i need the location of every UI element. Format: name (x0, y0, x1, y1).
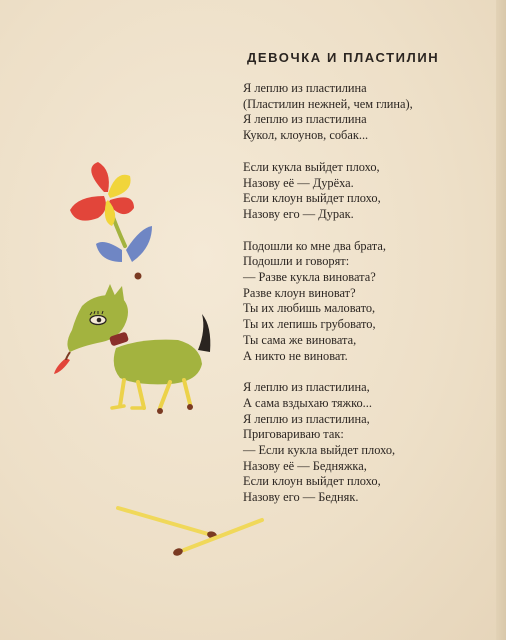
matches-icon (118, 508, 262, 557)
stanza (243, 160, 493, 223)
flower-icon (70, 162, 152, 280)
poem-title: ДЕВОЧКА И ПЛАСТИЛИН (247, 50, 440, 65)
poem-line: Я леплю из пластилина, (243, 380, 370, 395)
poem-line: Ты их лепишь грубовато, (243, 317, 376, 332)
poem-line: Если клоун выйдет плохо, (243, 474, 381, 489)
poem-line: Если кукла выйдет плохо, (243, 159, 380, 174)
poem-line: Назову её — Дурёха. (243, 175, 354, 190)
poem-line: Ты их любишь маловато, (243, 301, 376, 316)
poem-line: Я леплю из пластилина (243, 81, 367, 95)
poem-line: Если клоун выйдет плохо, (243, 191, 381, 206)
poem-line: Назову его — Бедняк. (243, 490, 359, 505)
poem-line: — Разве кукла виновата? (243, 270, 376, 285)
dog-icon (54, 284, 210, 414)
poem-line: Ты сама же виновата, (243, 332, 357, 347)
poem-line: А никто не виноват. (243, 348, 348, 363)
poem-line: Разве клоун виноват? (243, 285, 356, 300)
poem-line: (Пластилин нежней, чем глина), (243, 96, 413, 111)
poem-line: Назову её — Бедняжка, (243, 458, 367, 473)
poem-line: Я леплю из пластилина (243, 112, 367, 127)
stanza (243, 239, 493, 365)
poem-line: — Если кукла выйдет плохо, (243, 443, 396, 458)
poem-line: А сама вздыхаю тяжко... (243, 395, 372, 410)
poem-line: Подошли ко мне два брата, (243, 238, 386, 253)
poem-line: Подошли и говорят: (243, 254, 350, 269)
poem-line: Приговариваю так: (243, 427, 344, 442)
stanza (243, 81, 493, 144)
poem-line: Кукол, клоунов, собак... (243, 128, 369, 143)
stanza (243, 380, 493, 506)
poem-line: Я леплю из пластилина, (243, 411, 370, 426)
poem-line: Назову его — Дурак. (243, 206, 354, 221)
poem-text (243, 81, 493, 522)
